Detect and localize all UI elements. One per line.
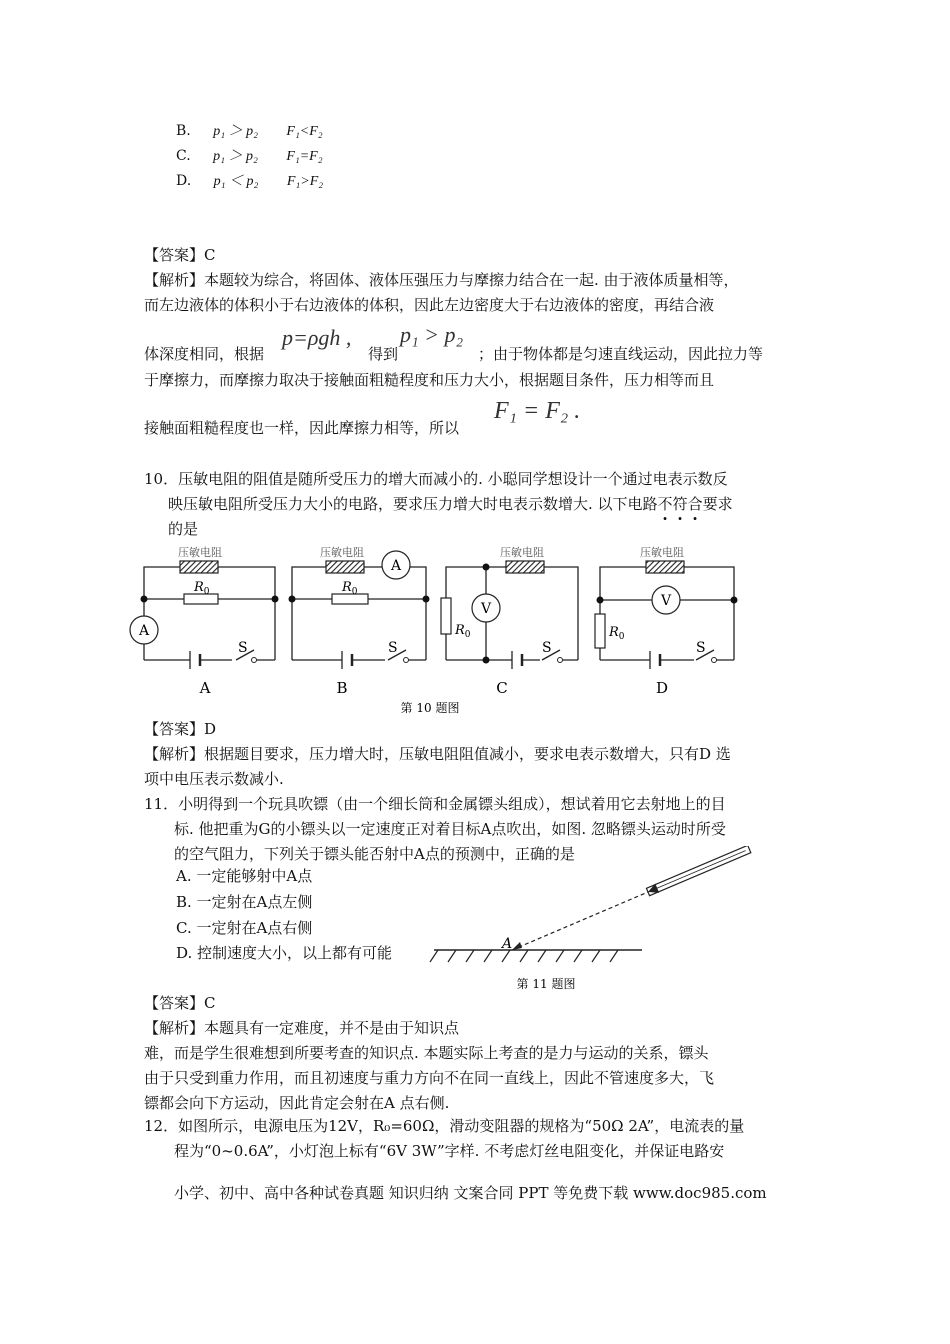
q10-stem-text: 映压敏电阻所受压力大小的电路，要求压力增大时电表示数增大. 以下电路	[168, 495, 658, 513]
circuit-a	[144, 567, 275, 660]
point-a-label: A	[502, 936, 513, 952]
fixed-resistor	[332, 594, 368, 604]
q9-option-b	[176, 120, 323, 140]
junction-dot	[483, 564, 490, 571]
junction-dot	[423, 596, 430, 603]
formula-pressure: p=ρgh ,	[282, 325, 352, 350]
figure-caption: 第 10 题图	[400, 701, 460, 715]
pressure-resistor	[646, 561, 684, 573]
fixed-resistor	[441, 598, 451, 634]
option-relation-force: F₁<F₂	[286, 124, 323, 139]
formula-force-equal: F₁ = F₂ .	[494, 398, 581, 424]
option-letter: B.	[176, 123, 191, 139]
q10-stem-line	[168, 493, 733, 514]
switch-contact	[404, 658, 409, 663]
fixed-resistor-label: $R_0$	[455, 623, 471, 640]
dart-trajectory	[512, 892, 648, 950]
pressure-resistor	[506, 561, 544, 573]
fixed-resistor	[184, 594, 218, 604]
switch-label: S	[388, 640, 398, 656]
junction-dot	[141, 596, 148, 603]
pressure-resistor-label: 压敏电阻	[500, 546, 544, 559]
figure-caption: 第 11 题图	[516, 977, 576, 991]
switch-label: S	[542, 640, 552, 656]
fixed-resistor-label: $R_0$	[609, 625, 625, 642]
q11-answer: 【答案】C	[144, 994, 216, 1012]
q11-stem-line: 11．小明得到一个玩具吹镖（由一个细长筒和金属镖头组成），想试着用它去射地上的目	[144, 795, 726, 813]
q9-option-d	[176, 170, 323, 190]
fixed-resistor	[595, 614, 605, 648]
circuit-label-d: D	[655, 679, 669, 697]
option-letter: C.	[176, 148, 191, 164]
q9-option-c	[176, 145, 323, 165]
option-relation-force: F₁=F₂	[286, 149, 323, 164]
q11-option: C. 一定射在A点右侧	[176, 919, 313, 937]
pressure-resistor-label: 压敏电阻	[640, 546, 684, 559]
q11-analysis-line: 难，而是学生很难想到所要考查的知识点. 本题实际上考查的是力与运动的关系，镖头	[144, 1044, 709, 1062]
q11-stem-line: 的空气阻力，下列关于镖头能否射中A点的预测中，正确的是	[174, 845, 575, 863]
circuit-b	[292, 567, 426, 660]
junction-dot	[289, 596, 296, 603]
q10-answer: 【答案】D	[144, 720, 217, 738]
q11-dart-figure	[428, 846, 758, 994]
fixed-resistor-label: $R_0$	[342, 580, 358, 597]
circuit-label-c: C	[496, 679, 508, 697]
emphasis-char: 符	[672, 495, 688, 513]
option-relation-pressure: p₁ ＞ p₂	[213, 124, 258, 139]
switch-contact	[252, 658, 257, 663]
option-letter: D.	[176, 173, 192, 189]
fixed-resistor-label: $R_0$	[194, 580, 210, 597]
ground-hatch	[430, 950, 618, 962]
circuit-label-b: B	[336, 679, 348, 697]
q11-stem-line: 标. 他把重为G的小镖头以一定速度正对着目标A点吹出，如图. 忽略镖头运动时所受	[174, 820, 726, 838]
blow-tube	[646, 846, 751, 897]
q9-analysis-line: ；由于物体都是匀速直线运动，因此拉力等	[478, 345, 764, 363]
junction-dot	[731, 597, 738, 604]
switch-contact	[712, 658, 717, 663]
q9-analysis-line: 体深度相同，根据	[144, 345, 265, 363]
q10-analysis-line: 【解析】根据题目要求，压力增大时，压敏电阻阻值减小，要求电表示数增大，只有D 选	[144, 745, 731, 763]
q9-answer: 【答案】C	[144, 246, 216, 264]
option-relation-pressure: p₁ ＜ p₂	[213, 174, 259, 189]
q11-analysis-line: 由于只受到重力作用，而且初速度与重力方向不在同一直线上，因此不管速度多大，飞	[144, 1069, 715, 1087]
q10-stem-line: 10．压敏电阻的阻值是随所受压力的增大而减小的. 小聪同学想设计一个通过电表示数反	[144, 470, 728, 488]
circuit-c	[446, 567, 578, 660]
q9-analysis-line: 接触面粗糙程度也一样，因此摩擦力相等，所以	[144, 419, 460, 437]
q10-analysis-line: 项中电压表示数减小.	[144, 770, 284, 788]
pressure-resistor	[180, 561, 218, 573]
switch-contact	[558, 658, 563, 663]
pressure-resistor	[326, 561, 364, 573]
voltmeter-label: V	[660, 593, 672, 609]
q10-stem-text: 要求	[702, 495, 733, 513]
option-relation-pressure: p₁ ＞ p₂	[213, 149, 258, 164]
q11-analysis-line: 镖都会向下方运动，因此肯定会射在A 点右侧.	[144, 1094, 450, 1112]
junction-dot	[597, 597, 604, 604]
emphasis-char: 合	[687, 495, 703, 513]
switch-label: S	[696, 640, 706, 656]
junction-dot	[272, 596, 279, 603]
q12-stem-line: 程为“0~0.6A”，小灯泡上标有“6V 3W”字样. 不考虑灯丝电阻变化，并保证电路安	[174, 1142, 725, 1160]
voltmeter-label: V	[480, 601, 492, 617]
q9-analysis-line: 得到	[368, 345, 399, 363]
junction-dot	[483, 657, 490, 664]
circuit-label-a: A	[199, 679, 211, 697]
q11-analysis-line: 【解析】本题具有一定难度，并不是由于知识点	[144, 1019, 460, 1037]
trajectory-arrowhead	[512, 942, 522, 950]
emphasis-char: 不	[657, 495, 673, 513]
q10-circuit-figure	[120, 540, 760, 720]
q10-stem-line: 的是	[168, 520, 199, 538]
ammeter-label: A	[390, 558, 402, 574]
pressure-resistor-label: 压敏电阻	[178, 546, 222, 559]
q12-stem-line: 12．如图所示，电源电压为12V，R₀=60Ω，滑动变阻器的规格为“50Ω 2A”，电流表的量	[144, 1117, 745, 1135]
q11-option: D. 控制速度大小，以上都有可能	[176, 944, 393, 962]
switch-label: S	[238, 640, 248, 656]
pressure-resistor-label: 压敏电阻	[320, 546, 364, 559]
page-footer: 小学、初中、高中各种试卷真题 知识归纳 文案合同 PPT 等免费下载 www.doc985.com	[174, 1184, 767, 1202]
q9-analysis-line: 而左边液体的体积小于右边液体的体积，因此左边密度大于右边液体的密度，再结合液	[144, 296, 715, 314]
ammeter-label: A	[138, 623, 150, 639]
q11-option: A. 一定能够射中A点	[176, 867, 313, 885]
q11-option: B. 一定射在A点左侧	[176, 893, 313, 911]
formula-pressure-compare: p₁ > p₂	[400, 322, 464, 347]
option-relation-force: F₁>F₂	[286, 174, 324, 189]
q9-analysis-line: 【解析】本题较为综合，将固体、液体压强压力与摩擦力结合在一起. 由于液体质量相等，	[144, 271, 739, 289]
q9-analysis-line: 于摩擦力，而摩擦力取决于接触面粗糙程度和压力大小，根据题目条件，压力相等而且	[144, 371, 715, 389]
